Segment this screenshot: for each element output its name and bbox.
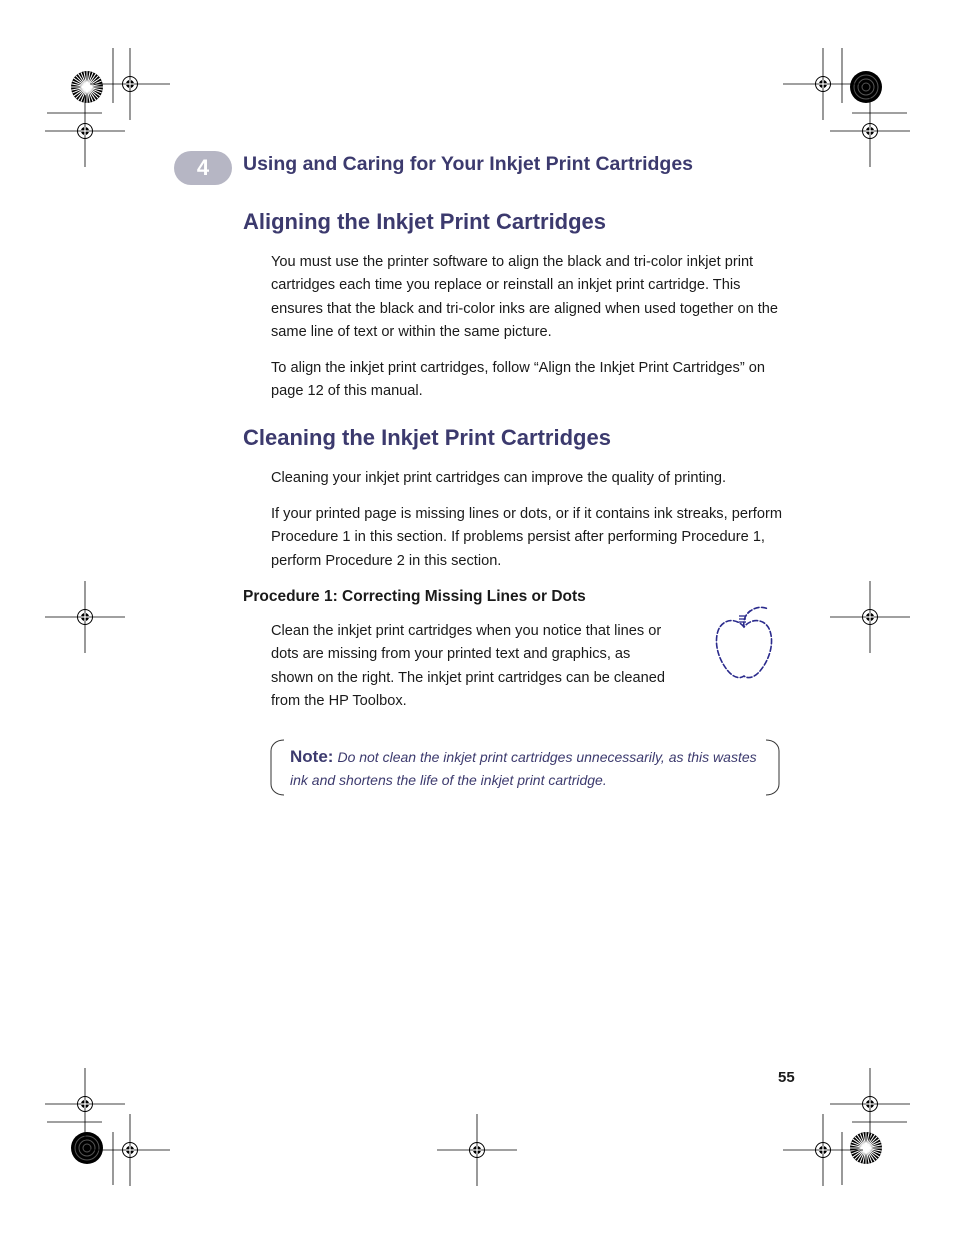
crosshair-target-icon — [830, 95, 910, 167]
procedure-heading: Procedure 1: Correcting Missing Lines or Dots — [243, 588, 586, 605]
crosshair-target-icon — [45, 1068, 125, 1140]
paragraph: Cleaning your inkjet print cartridges can improve the quality of printing. — [271, 470, 727, 486]
starburst-icon — [850, 1132, 882, 1164]
paragraph: If your printed page is missing lines or dots, or if it contains ink streaks, perform Procedure 1 in this section. If problems persist after performing Procedure 1, perform Procedure 2 in this section. — [271, 506, 782, 569]
crosshair-target-icon — [830, 581, 910, 653]
crosshair-target-icon — [830, 1068, 910, 1140]
note-label: Note: — [290, 747, 334, 766]
chapter-title: Using and Caring for Your Inkjet Print Cartridges — [243, 153, 694, 175]
paragraph: You must use the printer software to align the black and tri-color inkjet print cartridges each time you replace or reinstall an inkjet print cartridge. This ensures that the black and tri-color inks are aligned when used together on the same line of text or within the same picture. — [271, 254, 779, 341]
crosshair-target-icon — [783, 1114, 863, 1186]
note-text: Do not clean the inkjet print cartridges unnecessarily, as this wastes ink and shortens the life of the inkjet print cartridge. — [290, 749, 757, 788]
crosshair-target-icon — [783, 48, 863, 120]
section-heading-aligning: Aligning the Inkjet Print Cartridges — [243, 209, 607, 234]
crosshair-target-icon — [45, 95, 125, 167]
dotted-apple-icon — [710, 603, 778, 685]
crosshair-target-icon — [90, 48, 170, 120]
crosshair-target-icon — [90, 1114, 170, 1186]
starburst-icon — [850, 71, 882, 103]
starburst-icon — [71, 1132, 103, 1164]
starburst-icon — [71, 71, 103, 103]
crosshair-target-icon — [437, 1114, 517, 1186]
crosshair-target-icon — [45, 581, 125, 653]
section-heading-cleaning: Cleaning the Inkjet Print Cartridges — [243, 425, 611, 450]
paragraph: To align the inkjet print cartridges, follow “Align the Inkjet Print Cartridges” on page 12 of this manual. — [271, 360, 765, 400]
chapter-number-badge: 4 — [174, 151, 232, 185]
page-number: 55 — [778, 1069, 795, 1086]
note — [290, 745, 760, 792]
paragraph: Clean the inkjet print cartridges when you notice that lines or dots are missing from your printed text and graphics, as shown on the right. The inkjet print cartridges can be cleaned from the HP Toolbox. — [271, 623, 665, 710]
